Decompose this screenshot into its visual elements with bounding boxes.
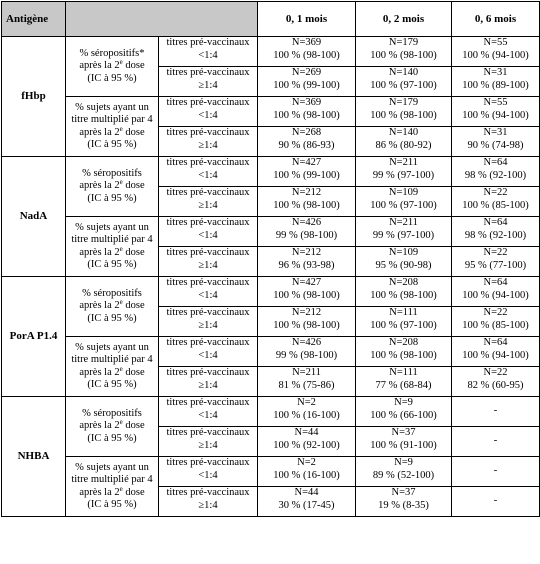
value-cell <box>258 217 356 247</box>
n-value: N=427 <box>291 277 322 288</box>
percent-ci: 100 % (98-100) <box>273 199 340 211</box>
percent-ci: 99 % (98-100) <box>275 229 338 241</box>
condition-line: ≥1:4 <box>198 439 218 451</box>
superscript-e: e <box>119 124 123 133</box>
measure-line: % séropositifs <box>82 407 142 419</box>
condition-line: titres pré-vaccinaux <box>166 67 250 78</box>
measure-cell <box>66 337 159 397</box>
value-cell <box>258 397 356 427</box>
measure-line: % sujets ayant un <box>75 221 149 233</box>
n-value: N=111 <box>389 307 418 318</box>
table-row <box>2 157 540 187</box>
n-value: N=179 <box>388 37 419 48</box>
measure-cell <box>66 457 159 517</box>
value-cell <box>356 307 452 337</box>
value-cell <box>356 487 452 517</box>
n-value: N=212 <box>291 247 322 258</box>
percent-ci: 30 % (17-45) <box>278 499 335 511</box>
condition-cell <box>159 247 258 277</box>
condition-cell <box>159 157 258 187</box>
measure-line: (IC à 95 %) <box>87 259 137 270</box>
value-cell <box>356 97 452 127</box>
percent-ci: 100 % (94-100) <box>462 289 529 301</box>
n-value: N=369 <box>291 37 322 48</box>
condition-line: ≥1:4 <box>198 199 218 211</box>
measure-text: après la 2 <box>79 300 120 312</box>
n-value: N=64 <box>483 277 508 288</box>
value-cell: - <box>452 397 540 427</box>
n-value: N=208 <box>388 277 419 288</box>
percent-ci: 100 % (98-100) <box>273 319 340 331</box>
measure-text: dose <box>122 486 145 498</box>
n-value: N=37 <box>391 427 416 438</box>
measure-line: % séropositifs <box>82 167 142 179</box>
n-value: N=109 <box>388 187 419 198</box>
value-cell <box>452 187 540 217</box>
condition-line: ≥1:4 <box>198 499 218 511</box>
measure-line <box>68 244 156 260</box>
value-cell <box>452 277 540 307</box>
condition-line: titres pré-vaccinaux <box>166 427 250 438</box>
measure-cell <box>66 397 159 457</box>
n-value: N=55 <box>483 37 508 48</box>
value-cell <box>258 307 356 337</box>
percent-ci: 90 % (74-98) <box>467 139 524 151</box>
percent-ci: 100 % (99-100) <box>273 169 340 181</box>
antigen-cell: NHBA <box>2 397 66 517</box>
measure-text: après la 2 <box>79 420 120 432</box>
header-row <box>2 2 540 37</box>
measure-text: dose <box>122 126 145 138</box>
measure-text: dose <box>122 246 145 258</box>
measure-cell <box>66 37 159 97</box>
condition-line: <1:4 <box>198 109 218 121</box>
value-cell <box>258 157 356 187</box>
value-cell <box>258 67 356 97</box>
value-cell <box>356 127 452 157</box>
condition-line: titres pré-vaccinaux <box>166 97 250 108</box>
n-value: N=208 <box>388 337 419 348</box>
n-value: N=44 <box>294 427 319 438</box>
value-cell <box>452 217 540 247</box>
value-cell <box>452 157 540 187</box>
n-value: N=211 <box>292 367 321 378</box>
n-value: N=31 <box>483 67 508 78</box>
measure-line: % sujets ayant un <box>75 341 149 353</box>
n-value: N=269 <box>291 67 322 78</box>
condition-cell <box>159 337 258 367</box>
measure-line <box>68 180 156 193</box>
condition-cell <box>159 487 258 517</box>
percent-ci: 100 % (98-100) <box>273 109 340 121</box>
measure-text: après la 2 <box>79 180 120 192</box>
value-cell <box>356 427 452 457</box>
n-value: N=211 <box>389 217 418 228</box>
value-cell <box>356 337 452 367</box>
percent-ci: 96 % (93-98) <box>278 259 335 271</box>
col-header-0-6: 0, 6 mois <box>452 2 540 37</box>
condition-line: titres pré-vaccinaux <box>166 277 250 288</box>
percent-ci: 100 % (97-100) <box>370 79 437 91</box>
percent-ci: 19 % (8-35) <box>378 499 429 511</box>
n-value: N=426 <box>291 217 322 228</box>
condition-line: <1:4 <box>198 409 218 421</box>
value-cell <box>452 37 540 67</box>
value-cell <box>356 457 452 487</box>
n-value: N=64 <box>483 217 508 228</box>
percent-ci: 100 % (85-100) <box>462 199 529 211</box>
superscript-e: e <box>119 244 123 253</box>
col-header-0-2: 0, 2 mois <box>356 2 452 37</box>
n-value: N=369 <box>291 97 322 108</box>
percent-ci: 100 % (94-100) <box>462 109 529 121</box>
condition-cell <box>159 367 258 397</box>
percent-ci: 100 % (98-100) <box>370 289 437 301</box>
n-value: N=212 <box>291 307 322 318</box>
n-value: N=64 <box>483 337 508 348</box>
percent-ci: 98 % (92-100) <box>464 169 527 181</box>
condition-cell <box>159 97 258 127</box>
percent-ci: 100 % (94-100) <box>462 349 529 361</box>
superscript-e: e <box>119 418 123 427</box>
condition-line: titres pré-vaccinaux <box>166 307 250 318</box>
percent-ci: 100 % (98-100) <box>273 49 340 61</box>
n-value: N=9 <box>394 457 413 468</box>
measure-text: dose <box>122 60 145 72</box>
n-value: N=64 <box>483 157 508 168</box>
value-cell <box>356 157 452 187</box>
n-value: N=22 <box>483 247 508 258</box>
condition-line: ≥1:4 <box>198 259 218 271</box>
measure-line: % sujets ayant un <box>75 101 149 113</box>
value-cell <box>258 277 356 307</box>
measure-line: % séropositifs <box>82 287 142 299</box>
percent-ci: 100 % (99-100) <box>273 79 340 91</box>
condition-line: titres pré-vaccinaux <box>166 187 250 198</box>
value-cell: - <box>452 457 540 487</box>
measure-line: (IC à 95 %) <box>87 379 137 390</box>
measure-cell <box>66 157 159 217</box>
percent-ci: 77 % (68-84) <box>375 379 432 391</box>
value-cell <box>452 337 540 367</box>
measure-text: après la 2 <box>79 366 120 378</box>
value-cell: - <box>452 487 540 517</box>
value-cell <box>452 127 540 157</box>
measure-line <box>68 420 156 433</box>
value-cell <box>452 97 540 127</box>
antigen-cell: fHbp <box>2 37 66 157</box>
percent-ci: 100 % (66-100) <box>370 409 437 421</box>
measure-line: (IC à 95 %) <box>87 192 137 204</box>
value-cell <box>356 67 452 97</box>
n-value: N=22 <box>483 367 508 378</box>
value-cell <box>258 487 356 517</box>
percent-ci: 100 % (94-100) <box>462 49 529 61</box>
percent-ci: 99 % (97-100) <box>372 169 435 181</box>
percent-ci: 81 % (75-86) <box>278 379 335 391</box>
condition-line: titres pré-vaccinaux <box>166 247 250 258</box>
n-value: N=111 <box>389 367 418 378</box>
measure-text: dose <box>122 180 145 192</box>
value-cell <box>258 427 356 457</box>
condition-line: titres pré-vaccinaux <box>166 217 250 228</box>
n-value: N=22 <box>483 307 508 318</box>
percent-ci: 100 % (97-100) <box>370 319 437 331</box>
condition-cell <box>159 67 258 97</box>
percent-ci: 100 % (89-100) <box>462 79 529 91</box>
condition-cell <box>159 457 258 487</box>
value-cell <box>452 367 540 397</box>
antigen-header: Antigène <box>2 2 66 37</box>
percent-ci: 100 % (98-100) <box>370 109 437 121</box>
measure-line: (IC à 95 %) <box>87 312 137 324</box>
condition-cell <box>159 397 258 427</box>
value-cell <box>258 97 356 127</box>
measure-cell <box>66 277 159 337</box>
measure-line: titre multiplié par 4 <box>71 114 153 125</box>
results-table <box>1 1 540 517</box>
percent-ci: 100 % (97-100) <box>370 199 437 211</box>
percent-ci: 100 % (85-100) <box>462 319 529 331</box>
value-cell <box>258 127 356 157</box>
condition-line: titres pré-vaccinaux <box>166 157 250 168</box>
condition-line: <1:4 <box>198 469 218 481</box>
measure-cell <box>66 217 159 277</box>
value-cell <box>452 247 540 277</box>
percent-ci: 82 % (60-95) <box>467 379 524 391</box>
measure-cell <box>66 97 159 157</box>
table-row <box>2 337 540 367</box>
value-cell <box>356 217 452 247</box>
value-cell <box>258 337 356 367</box>
n-value: N=9 <box>394 397 413 408</box>
condition-line: ≥1:4 <box>198 139 218 151</box>
table-row <box>2 397 540 427</box>
condition-cell <box>159 217 258 247</box>
superscript-e: e <box>119 178 123 187</box>
measure-line: titre multiplié par 4 <box>71 474 153 485</box>
percent-ci: 98 % (92-100) <box>464 229 527 241</box>
percent-ci: 95 % (77-100) <box>464 259 527 271</box>
measure-line: titre multiplié par 4 <box>71 354 153 365</box>
percent-ci: 100 % (98-100) <box>273 289 340 301</box>
col-header-0-1: 0, 1 mois <box>258 2 356 37</box>
table-row <box>2 37 540 67</box>
condition-line: ≥1:4 <box>198 319 218 331</box>
value-cell <box>258 37 356 67</box>
value-cell <box>356 247 452 277</box>
condition-line: <1:4 <box>198 349 218 361</box>
percent-ci: 95 % (90-98) <box>375 259 432 271</box>
antigen-cell: NadA <box>2 157 66 277</box>
condition-line: titres pré-vaccinaux <box>166 457 250 468</box>
condition-line: <1:4 <box>198 229 218 241</box>
antigen-cell: PorA P1.4 <box>2 277 66 397</box>
value-cell <box>452 67 540 97</box>
measure-text: dose <box>122 300 145 312</box>
percent-ci: 100 % (16-100) <box>273 409 340 421</box>
value-cell <box>258 247 356 277</box>
blank-header <box>66 2 258 37</box>
measure-text: dose <box>122 366 145 378</box>
measure-text: après la 2 <box>79 60 120 72</box>
value-cell <box>452 307 540 337</box>
n-value: N=211 <box>389 157 418 168</box>
measure-text: après la 2 <box>79 246 120 258</box>
measure-line: titre multiplié par 4 <box>71 234 153 245</box>
condition-line: ≥1:4 <box>198 379 218 391</box>
condition-cell <box>159 307 258 337</box>
n-value: N=22 <box>483 187 508 198</box>
value-cell <box>258 367 356 397</box>
table-row <box>2 217 540 247</box>
measure-line <box>68 364 156 380</box>
n-value: N=44 <box>294 487 319 498</box>
table-row <box>2 277 540 307</box>
condition-line: titres pré-vaccinaux <box>166 37 250 48</box>
measure-line: % séropositifs* <box>79 47 145 59</box>
condition-cell <box>159 37 258 67</box>
measure-text: dose <box>122 420 145 432</box>
condition-cell <box>159 277 258 307</box>
condition-line: <1:4 <box>198 49 218 61</box>
n-value: N=2 <box>297 397 316 408</box>
percent-ci: 90 % (86-93) <box>278 139 335 151</box>
measure-line: (IC à 95 %) <box>87 499 137 510</box>
condition-cell <box>159 127 258 157</box>
n-value: N=2 <box>297 457 316 468</box>
measure-line <box>68 300 156 313</box>
measure-line: % sujets ayant un <box>75 461 149 473</box>
condition-line: <1:4 <box>198 169 218 181</box>
condition-line: titres pré-vaccinaux <box>166 337 250 348</box>
percent-ci: 89 % (52-100) <box>372 469 435 481</box>
table-row <box>2 457 540 487</box>
condition-cell <box>159 427 258 457</box>
n-value: N=140 <box>388 67 419 78</box>
measure-text: après la 2 <box>79 126 120 138</box>
value-cell <box>356 37 452 67</box>
n-value: N=55 <box>483 97 508 108</box>
n-value: N=31 <box>483 127 508 138</box>
value-cell <box>356 277 452 307</box>
value-cell <box>356 187 452 217</box>
n-value: N=426 <box>291 337 322 348</box>
measure-line: (IC à 95 %) <box>87 432 137 444</box>
n-value: N=427 <box>291 157 322 168</box>
value-cell <box>258 187 356 217</box>
condition-line: titres pré-vaccinaux <box>166 487 250 498</box>
condition-line: titres pré-vaccinaux <box>166 367 250 378</box>
measure-line: (IC à 95 %) <box>87 72 137 84</box>
condition-line: <1:4 <box>198 289 218 301</box>
percent-ci: 100 % (16-100) <box>273 469 340 481</box>
superscript-e: e <box>119 364 123 373</box>
n-value: N=37 <box>391 487 416 498</box>
percent-ci: 100 % (98-100) <box>370 49 437 61</box>
condition-line: titres pré-vaccinaux <box>166 127 250 138</box>
measure-line <box>68 484 156 500</box>
measure-text: après la 2 <box>79 486 120 498</box>
percent-ci: 86 % (80-92) <box>375 139 432 151</box>
superscript-e: e <box>119 484 123 493</box>
condition-cell <box>159 187 258 217</box>
condition-line: titres pré-vaccinaux <box>166 397 250 408</box>
measure-line <box>68 60 156 73</box>
percent-ci: 99 % (98-100) <box>275 349 338 361</box>
percent-ci: 100 % (98-100) <box>370 349 437 361</box>
condition-line: ≥1:4 <box>198 79 218 91</box>
n-value: N=140 <box>388 127 419 138</box>
n-value: N=212 <box>291 187 322 198</box>
percent-ci: 100 % (92-100) <box>273 439 340 451</box>
superscript-e: e <box>119 58 123 67</box>
table-row <box>2 97 540 127</box>
value-cell <box>356 397 452 427</box>
n-value: N=179 <box>388 97 419 108</box>
n-value: N=109 <box>388 247 419 258</box>
value-cell: - <box>452 427 540 457</box>
value-cell <box>356 367 452 397</box>
measure-line <box>68 124 156 140</box>
percent-ci: 99 % (97-100) <box>372 229 435 241</box>
measure-line: (IC à 95 %) <box>87 139 137 150</box>
superscript-e: e <box>119 298 123 307</box>
value-cell <box>258 457 356 487</box>
percent-ci: 100 % (91-100) <box>370 439 437 451</box>
n-value: N=268 <box>291 127 322 138</box>
